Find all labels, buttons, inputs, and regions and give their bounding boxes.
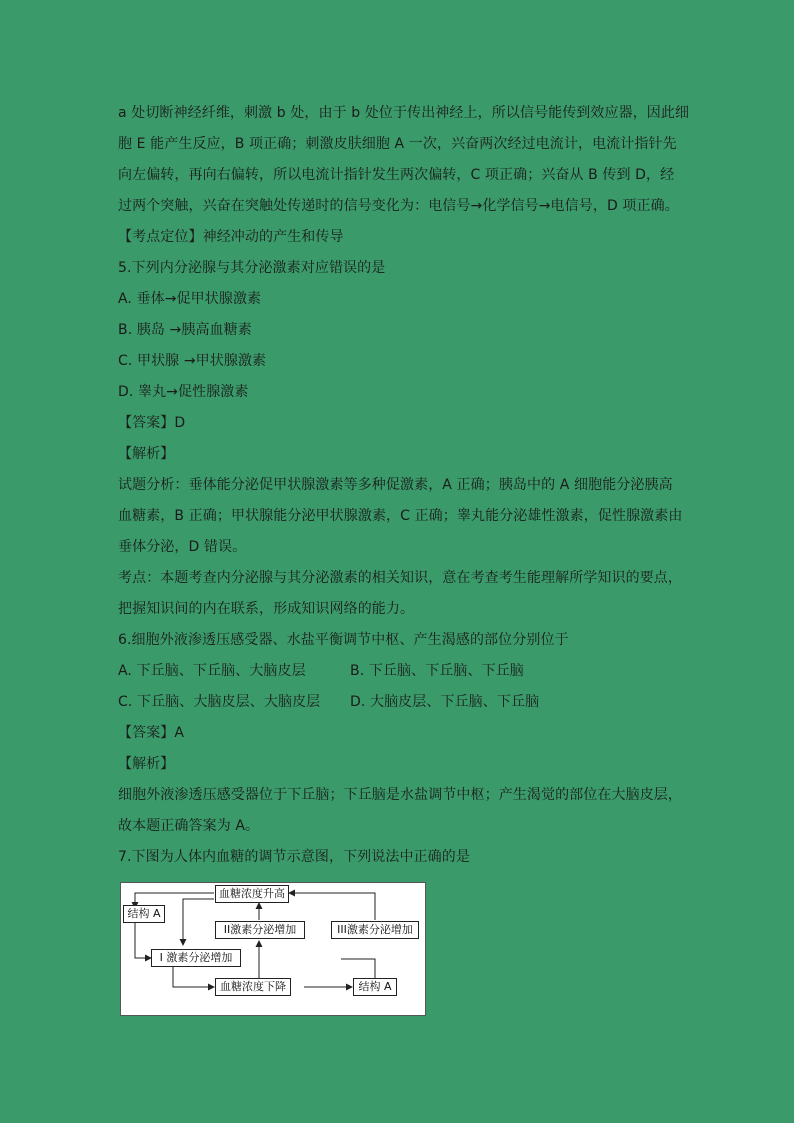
question-5-option-c: C. 甲状腺 →甲状腺激素 bbox=[118, 353, 267, 369]
question-6-option-d: D. 大脑皮层、下丘脑、下丘脑 bbox=[350, 694, 540, 710]
arrow-hormone1-to-down bbox=[173, 967, 214, 987]
knowledge-point: 【考点定位】神经冲动的产生和传导 bbox=[118, 229, 344, 245]
box-hormone-2: II激素分泌增加 bbox=[215, 921, 305, 939]
box-glucose-fall: 血糖浓度下降 bbox=[215, 978, 291, 996]
arrow-struct-a-to-hormone1 bbox=[135, 921, 151, 958]
question-5-option-b: B. 胰岛 →胰高血糖素 bbox=[118, 322, 252, 338]
question-6-option-b: B. 下丘脑、下丘脑、下丘脑 bbox=[350, 663, 524, 679]
box-hormone-3: III激素分泌增加 bbox=[331, 921, 419, 939]
question-6-analysis-label: 【解析】 bbox=[118, 756, 175, 772]
question-6-options-row-1 bbox=[118, 656, 678, 687]
arrow-up-to-hormone1 bbox=[183, 899, 214, 945]
question-5-analysis-line: 垂体分泌，D 错误。 bbox=[118, 539, 247, 555]
box-glucose-rise: 血糖浓度升高 bbox=[215, 885, 289, 903]
question-7-stem: 7.下图为人体内血糖的调节示意图，下列说法中正确的是 bbox=[118, 849, 470, 865]
question-5-answer: 【答案】D bbox=[118, 415, 186, 431]
question-6-options-row-2 bbox=[118, 687, 678, 718]
glucose-regulation-diagram bbox=[120, 882, 426, 1016]
question-6-analysis-line: 故本题正确答案为 A。 bbox=[118, 818, 260, 834]
question-6-option-c: C. 下丘脑、大脑皮层、大脑皮层 bbox=[118, 694, 321, 710]
paragraph-line: a 处切断神经纤维，刺激 b 处，由于 b 处位于传出神经上，所以信号能传到效应器，因此细 bbox=[118, 105, 690, 121]
document-page bbox=[118, 98, 690, 873]
question-5-option-d: D. 睾丸→促性腺激素 bbox=[118, 384, 249, 400]
box-structure-a-left: 结构 A bbox=[123, 905, 165, 923]
question-5-analysis-label: 【解析】 bbox=[118, 446, 175, 462]
question-5-analysis-line: 把握知识间的内在联系，形成知识网络的能力。 bbox=[118, 601, 415, 617]
question-6-analysis-line: 细胞外液渗透压感受器位于下丘脑；下丘脑是水盐调节中枢；产生渴觉的部位在大脑皮层， bbox=[118, 787, 682, 803]
question-5-analysis-line: 试题分析：垂体能分泌促甲状腺激素等多种促激素，A 正确；胰岛中的 A 细胞能分泌胰高 bbox=[118, 477, 673, 493]
question-6-option-a: A. 下丘脑、下丘脑、大脑皮层 bbox=[118, 663, 306, 679]
paragraph-line: 向左偏转，再向右偏转，所以电流计指针发生两次偏转，C 项正确；兴奋从 B 传到 D，经 bbox=[118, 167, 675, 183]
arrow-struct-a-to-hormone3 bbox=[341, 959, 375, 978]
question-5-option-a: A. 垂体→促甲状腺激素 bbox=[118, 291, 262, 307]
question-5-stem: 5.下列内分泌腺与其分泌激素对应错误的是 bbox=[118, 260, 386, 276]
paragraph-line: 胞 E 能产生反应，B 项正确；刺激皮肤细胞 A 一次，兴奋两次经过电流计，电流计指针先 bbox=[118, 136, 677, 152]
question-6-stem: 6.细胞外液渗透压感受器、水盐平衡调节中枢、产生渴感的部位分别位于 bbox=[118, 632, 569, 648]
box-hormone-1: I 激素分泌增加 bbox=[151, 949, 241, 967]
box-structure-a-right: 结构 A bbox=[353, 978, 397, 996]
paragraph-line: 过两个突触，兴奋在突触处传递时的信号变化为：电信号→化学信号→电信号，D 项正确。 bbox=[118, 198, 679, 214]
arrow-hormone3-to-up bbox=[289, 893, 375, 920]
question-5-analysis-line: 血糖素，B 正确；甲状腺能分泌甲状腺激素，C 正确；睾丸能分泌雄性激素，促性腺激素由 bbox=[118, 508, 683, 524]
question-5-analysis-line: 考点：本题考查内分泌腺与其分泌激素的相关知识，意在考查考生能理解所学知识的要点， bbox=[118, 570, 682, 586]
question-6-answer: 【答案】A bbox=[118, 725, 185, 741]
